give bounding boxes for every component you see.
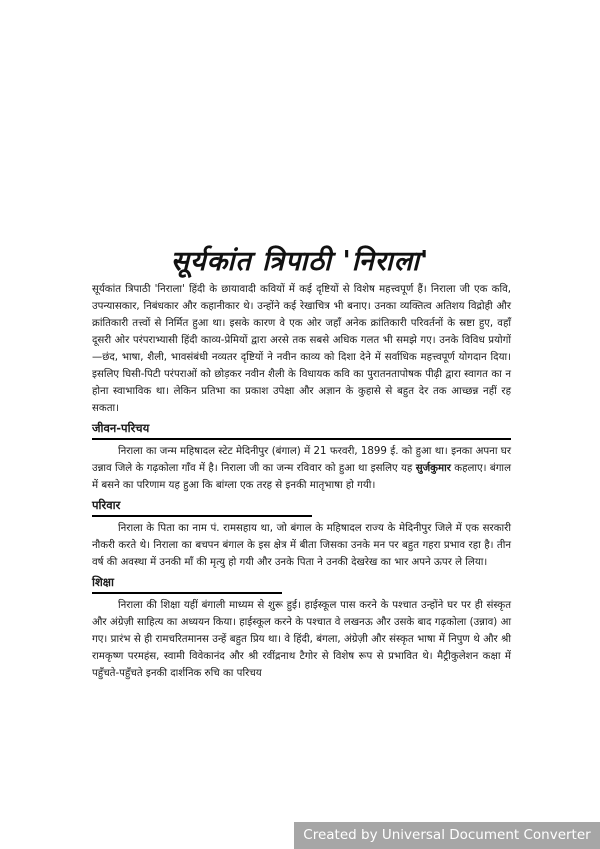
section-heading-shiksha: शिक्षा xyxy=(92,575,115,589)
jeevan-text-after: कहलाए। बंगाल में बसने का परिणाम यह हुआ कि बांग्ला एक तरह से इनकी मातृभाषा हो गयी। xyxy=(92,463,511,491)
jeevan-parichay-paragraph xyxy=(92,443,511,494)
intro-paragraph: सूर्यकांत त्रिपाठी 'निराला' हिंदी के छायावादी कवियों में कई दृष्टियों से विशेष महत्त्वपूर्ण हैं। निराला जी एक कवि, उपन्यासकार, निबंधकार और कहानीकार थे। उन्होंने कई रेखाचित्र भी बनाए। उनका व्यक्तित्व अतिशय विद्रोही और क्रांतिकारी तत्त्वों से निर्मित हुआ था। इसके कारण वे एक ओर जहाँ अनेक क्रांतिकारी परिवर्तनों के स्रष्टा हुए, वहाँ दूसरी ओर परंपराभ्यासी हिंदी काव्य-प्रेमियों द्वारा अरसे तक सबसे अधिक गलत भी समझे गए। उनके विविध प्रयोगों—छंद, भाषा, शैली, भावसंबंधी नव्यतर दृष्टियों ने नवीन काव्य को दिशा देने में सर्वाधिक महत्त्वपूर्ण योगदान दिया। इसलिए घिसी-पिटी परंपराओं को छोड़कर नवीन शैली के विधायक कवि का पुरातनतापोषक पीढ़ी द्वारा स्वागत का न होना स्वाभाविक था। लेकिन प्रतिभा का प्रकाश उपेक्षा और अज्ञान के कुहासे से बहुत देर तक आच्छन्न नहीं रह सकता। xyxy=(92,284,511,414)
shiksha-paragraph: निराला की शिक्षा यहीं बंगाली माध्यम से शुरू हुई। हाईस्कूल पास करने के पश्चात उन्होंने घर पर ही संस्कृत और अंग्रेज़ी साहित्य का अध्ययन किया। हाईस्कूल करने के पश्चात वे लखनऊ और उसके बाद गढ़कोला (उन्नाव) आ गए। प्रारंभ से ही रामचरितमानस उन्हें बहुत प्रिय था। वे हिंदी, बंगला, अंग्रेज़ी और संस्कृत भाषा में निपुण थे और श्री रामकृष्ण परमहंस, स्वामी विवेकानंद और श्री रवींद्रनाथ टैगोर से विशेष रूप से प्रभावित थे। मैट्रीकुलेशन कक्षा में पहुँचते-पहुँचते इनकी दार्शनिक रुचि का परिचय xyxy=(92,600,511,679)
surjkumar-name: सुर्जकुमार xyxy=(415,463,451,474)
converter-watermark: Created by Universal Document Converter xyxy=(294,822,600,849)
heading-underline xyxy=(92,438,511,440)
heading-underline xyxy=(92,515,312,517)
jeevan-text-before: निराला का जन्म महिषादल स्टेट मेदिनीपुर (बंगाल) में 21 फरवरी, 1899 ई. को हुआ था। इनका अपना घर उन्नाव जिले के गढ़कोला गाँव में है। निराला जी का जन्म रविवार को हुआ था इसलिए यह xyxy=(92,446,511,474)
section-heading-parivar: परिवार xyxy=(92,498,121,512)
parivar-paragraph: निराला के पिता का नाम पं. रामसहाय था, जो बंगाल के महिषादल राज्य के मेदिनीपुर जिले में एक सरकारी नौकरी करते थे। निराला का बचपन बंगाल के इस क्षेत्र में बीता जिसका उनके मन पर बहुत गहरा प्रभाव रहा है। तीन वर्ष की अवस्था में उनकी माँ की मृत्यु हो गयी और उनके पिता ने उनकी देखरेख का भार अपने ऊपर ले लिया। xyxy=(92,523,511,568)
page-title: सूर्यकांत त्रिपाठी 'निराला' xyxy=(170,246,430,277)
article-body xyxy=(92,281,511,682)
section-heading-jeevan-parichay: जीवन-परिचय xyxy=(92,421,150,435)
heading-underline xyxy=(92,592,282,594)
